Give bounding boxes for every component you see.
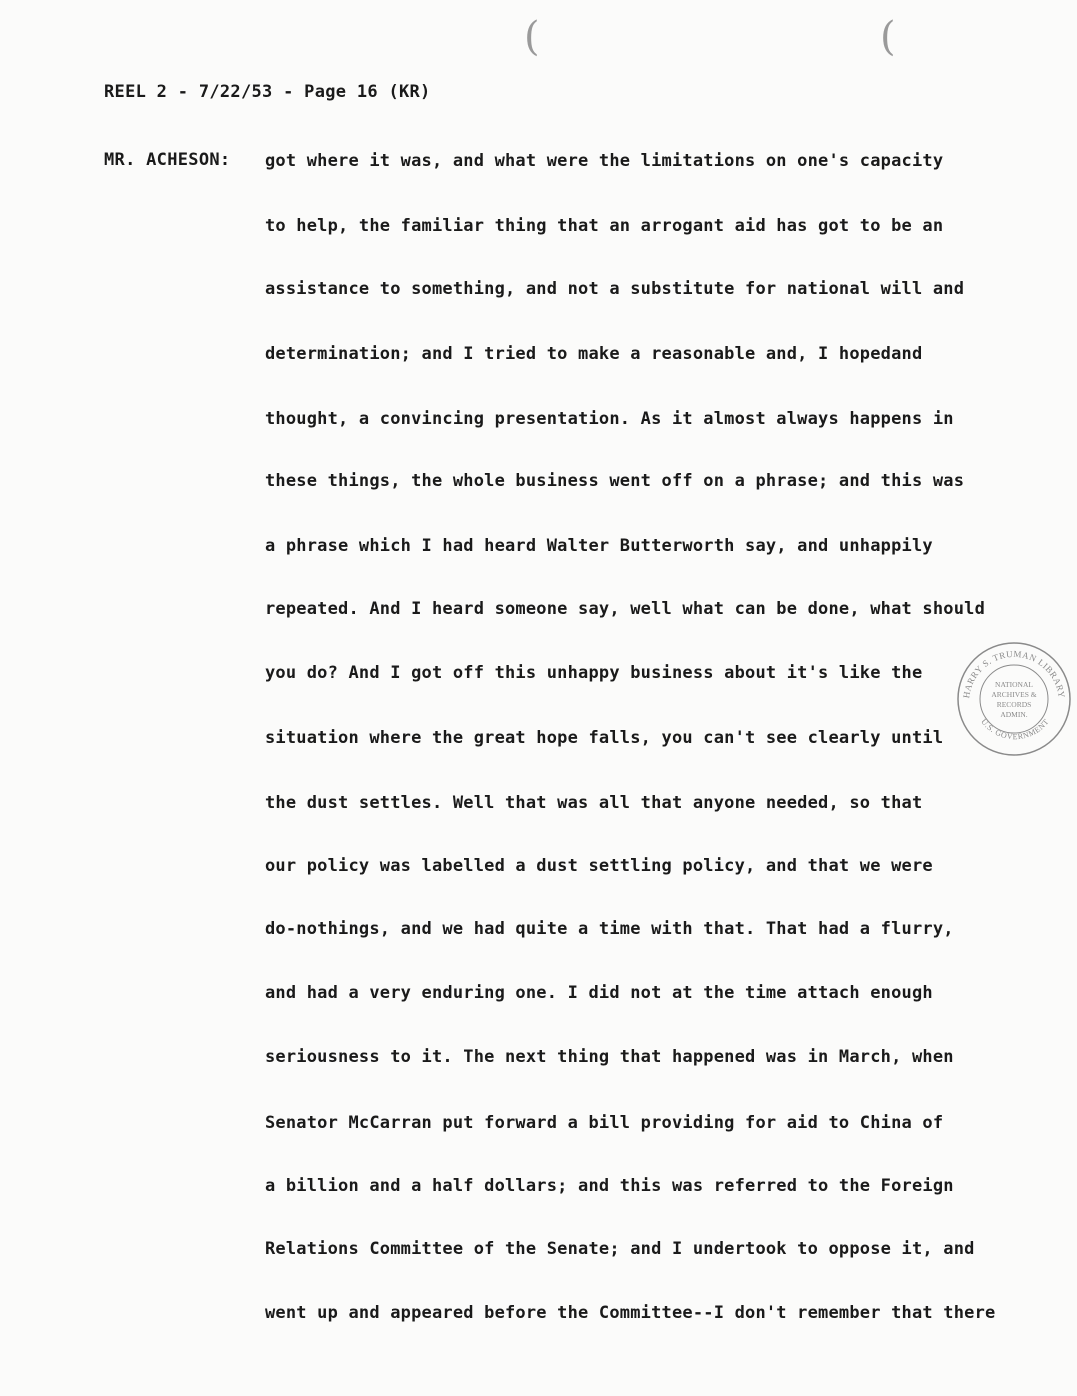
stamp-inner-line: ARCHIVES & [991,690,1037,699]
transcript-line: the dust settles. Well that was all that anyone needed, so that [265,793,923,813]
stamp-inner-line: NATIONAL [995,680,1033,689]
margin-mark-right: ( [880,14,896,60]
transcript-line: a billion and a half dollars; and this was referred to the Foreign [265,1176,954,1196]
margin-mark-left: ( [524,14,540,60]
transcript-line: our policy was labelled a dust settling policy, and that we were [265,856,933,876]
transcript-line: Relations Committee of the Senate; and I undertook to oppose it, and [265,1239,975,1259]
transcript-line: a phrase which I had heard Walter Butterworth say, and unhappily [265,536,933,556]
transcript-line: to help, the familiar thing that an arrogant aid has got to be an [265,216,944,236]
transcript-line: assistance to something, and not a substitute for national will and [265,279,965,299]
transcript-line: you do? And I got off this unhappy business about it's like the [265,663,923,683]
page-header: REEL 2 - 7/22/53 - Page 16 (KR) [104,82,431,102]
transcript-line: do-nothings, and we had quite a time with that. That had a flurry, [265,919,954,939]
transcript-line: situation where the great hope falls, you can't see clearly until [265,728,944,748]
stamp-inner-line: RECORDS [996,700,1032,709]
transcript-line: got where it was, and what were the limitations on one's capacity [265,151,944,171]
transcript-line: and had a very enduring one. I did not at the time attach enough [265,983,933,1003]
transcript-line: Senator McCarran put forward a bill providing for aid to China of [265,1113,944,1133]
speaker-label: MR. ACHESON: [104,150,231,170]
stamp-bottom-text: U.S. GOVERNMENT [979,717,1051,742]
transcript-line: determination; and I tried to make a reasonable and, I hopedand [265,344,923,364]
transcript-line: went up and appeared before the Committee--I don't remember that there [265,1303,996,1323]
transcript-line: these things, the whole business went off on a phrase; and this was [265,471,965,491]
archive-stamp [955,640,1073,758]
stamp-outer-text: HARRY S. TRUMAN LIBRARY [961,648,1067,699]
transcript-line: thought, a convincing presentation. As it almost always happens in [265,409,954,429]
transcript-line: seriousness to it. The next thing that happened was in March, when [265,1047,954,1067]
stamp-inner-line: ADMIN. [1000,710,1028,719]
transcript-line: repeated. And I heard someone say, well what can be done, what should [265,599,986,619]
